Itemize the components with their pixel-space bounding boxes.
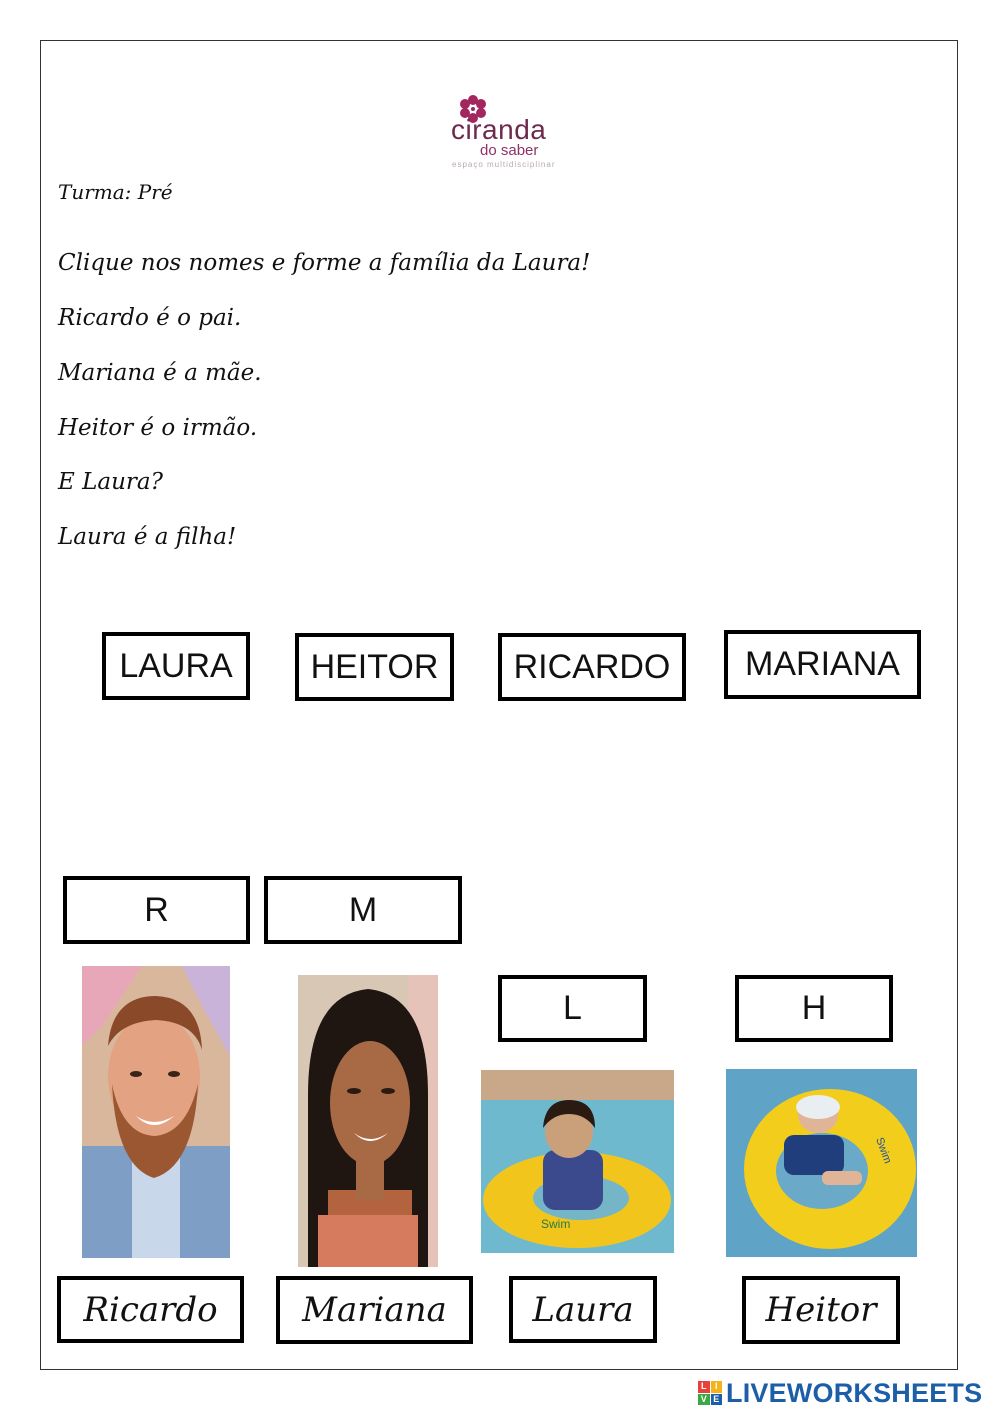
class-label: Turma: Pré [58,180,173,204]
girl-in-pool-photo-icon [481,1070,674,1253]
cursive-name-mariana[interactable]: Mariana [276,1276,473,1344]
ciranda-logo [448,94,568,174]
cursive-name-heitor[interactable]: Heitor [742,1276,900,1344]
svg-text:Swim: Swim [873,1135,894,1166]
name-button-laura[interactable]: LAURA [102,632,250,700]
woman-photo-icon [298,975,438,1267]
letter-box-r[interactable]: R [63,876,250,944]
instruction-line: Ricardo é o pai. [58,305,242,331]
logo-brand: ciranda [451,114,547,145]
cursive-name-ricardo[interactable]: Ricardo [57,1276,244,1343]
logo-tagline: espaço multidisciplinar [452,160,556,169]
logo-sub: do saber [480,142,539,159]
instruction-line: Mariana é a mãe. [58,360,262,386]
liveworksheets-logo-icon: L I V E [698,1381,722,1405]
instruction-line: Clique nos nomes e forme a família da Laura! [58,250,591,276]
baby-in-float-photo-icon [726,1069,917,1257]
instruction-line: E Laura? [58,469,163,495]
cursive-name-laura[interactable]: Laura [509,1276,657,1343]
svg-text:Swim: Swim [541,1217,571,1231]
letter-box-h[interactable]: H [735,975,893,1042]
photo-mariana [298,975,438,1267]
photo-laura [481,1070,674,1253]
liveworksheets-watermark [698,1378,982,1408]
photo-heitor [726,1069,917,1257]
instruction-line: Heitor é o irmão. [58,415,258,441]
watermark-text: LIVEWORKSHEETS [726,1377,983,1408]
name-button-heitor[interactable]: HEITOR [295,633,454,701]
name-button-ricardo[interactable]: RICARDO [498,633,686,701]
name-button-mariana[interactable]: MARIANA [724,630,921,699]
man-photo-icon [82,966,230,1258]
photo-ricardo [82,966,230,1258]
letter-box-m[interactable]: M [264,876,462,944]
letter-box-l[interactable]: L [498,975,647,1042]
instruction-line: Laura é a filha! [58,524,237,550]
